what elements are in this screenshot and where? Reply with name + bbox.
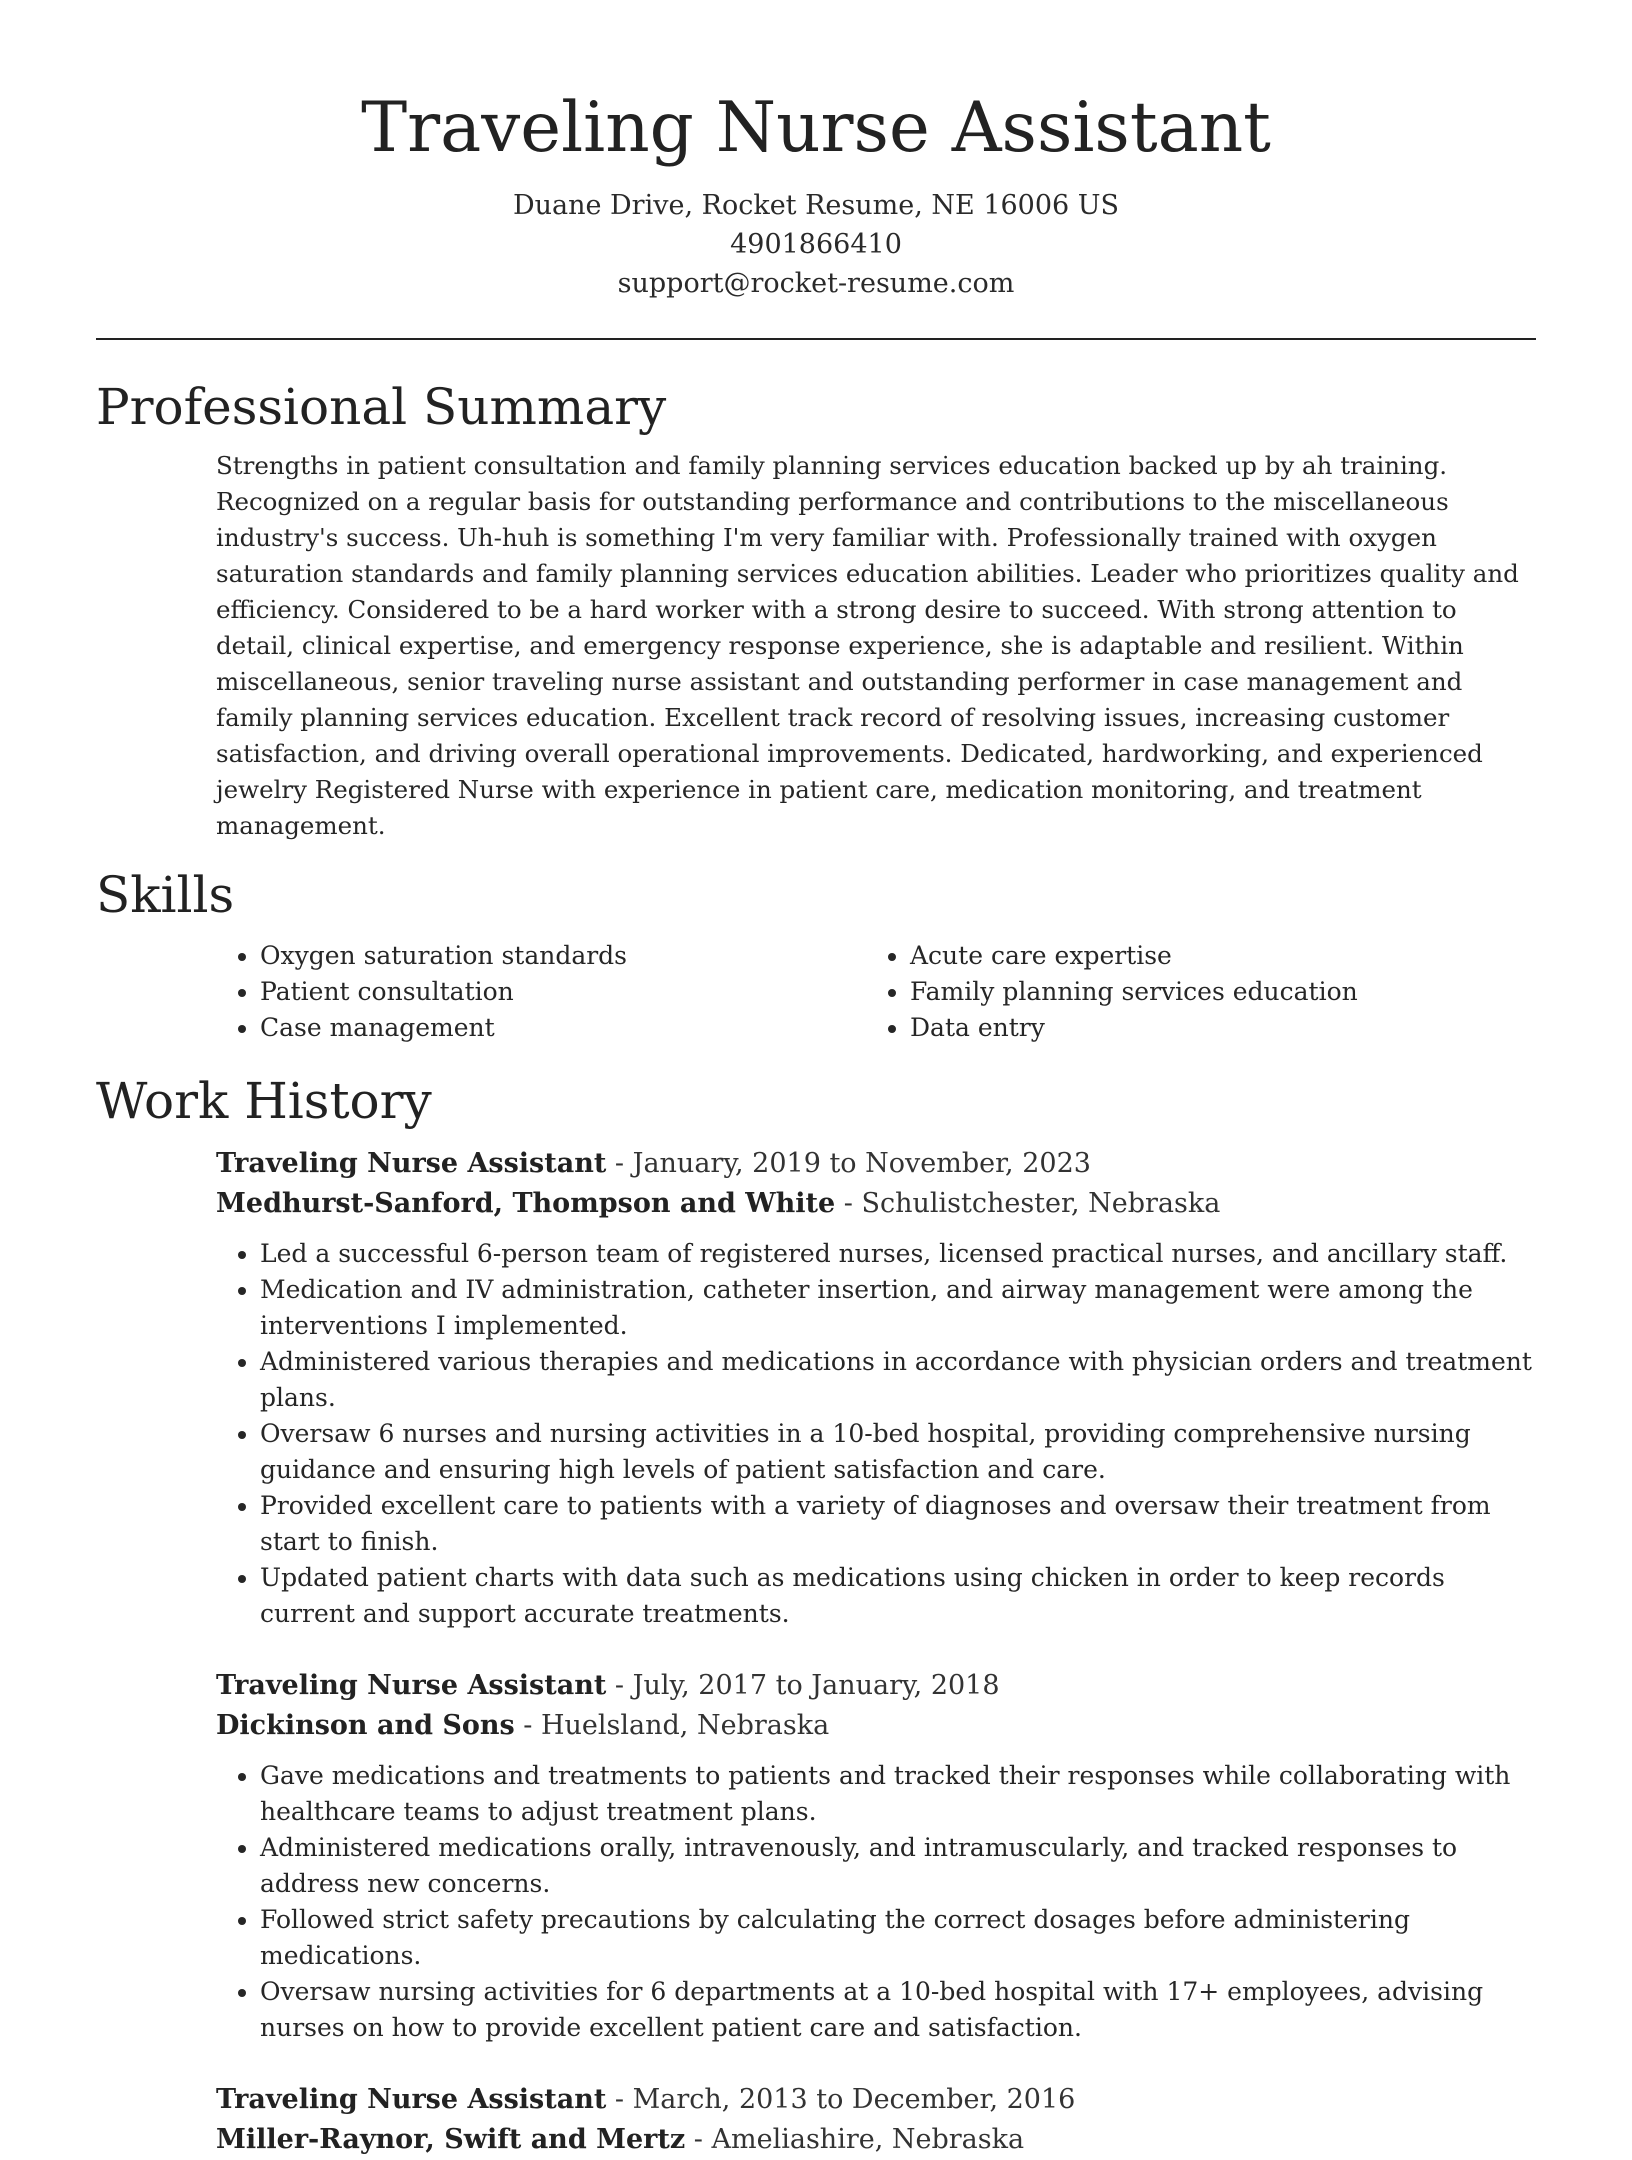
skill-item: • Oxygen saturation standards (260, 938, 866, 974)
header-divider (96, 338, 1536, 340)
separator: - (685, 2124, 712, 2155)
job-entry (216, 1144, 1536, 1632)
summary-body (96, 448, 1536, 844)
skill-item: • Data entry (910, 1010, 1516, 1046)
job-title-line (216, 2080, 1536, 2120)
skills-grid (216, 938, 1536, 1046)
separator: - (835, 1188, 862, 1219)
section-title-skills: Skills (96, 866, 235, 924)
job-location: Huelsland, Nebraska (540, 1710, 830, 1741)
job-company: Medhurst-Sanford, Thompson and White (216, 1188, 836, 1219)
job-entry (216, 2080, 1536, 2160)
resume-header (96, 0, 1536, 303)
section-professional-summary (96, 376, 1536, 844)
contact-email: support@rocket-resume.com (617, 268, 1015, 299)
job-dates: July, 2017 to January, 2018 (632, 1670, 1000, 1701)
job-location: Schulistchester, Nebraska (861, 1188, 1221, 1219)
job-title-line (216, 1666, 1536, 1706)
skill-item: • Patient consultation (260, 974, 866, 1010)
skill-item: • Case management (260, 1010, 866, 1046)
job-bullet: • Oversaw nursing activities for 6 departments at a 10-bed hospital with 17+ employees, advising nurses on how to provide excellent patient care and satisfaction. (260, 1974, 1536, 2046)
skill-item: • Family planning services education (910, 974, 1516, 1010)
job-title: Traveling Nurse Assistant (216, 2084, 607, 2115)
job-company-line (216, 2120, 1536, 2160)
job-bullet: • Administered various therapies and medications in accordance with physician orders and treatment plans. (260, 1344, 1536, 1416)
separator: - (514, 1710, 541, 1741)
contact-address: Duane Drive, Rocket Resume, NE 16006 US (512, 190, 1120, 221)
job-title: Traveling Nurse Assistant (216, 1148, 607, 1179)
contact-block (96, 186, 1536, 303)
skill-item: • Acute care expertise (910, 938, 1516, 974)
section-title-summary: Professional Summary (96, 378, 667, 436)
job-bullet: • Medication and IV administration, catheter insertion, and airway management were among the interventions I implemented. (260, 1272, 1536, 1344)
job-bullet: • Administered medications orally, intravenously, and intramuscularly, and tracked responses to address new concerns. (260, 1830, 1536, 1902)
job-bullets (216, 1758, 1536, 2046)
job-entry (216, 1666, 1536, 2046)
skills-body (96, 938, 1536, 1046)
skills-list-left (216, 938, 866, 1046)
job-bullet: • Followed strict safety precautions by calculating the correct dosages before administering medications. (260, 1902, 1536, 1974)
job-bullet: • Oversaw 6 nurses and nursing activities in a 10-bed hospital, providing comprehensive nursing guidance and ensuring high levels of patient satisfaction and care. (260, 1416, 1536, 1488)
skills-list-right (866, 938, 1516, 1046)
separator: - (606, 2084, 633, 2115)
job-bullets (216, 1236, 1536, 1632)
job-bullet: • Updated patient charts with data such as medications using chicken in order to keep records current and support accurate treatments. (260, 1560, 1536, 1632)
job-company: Dickinson and Sons (216, 1710, 515, 1741)
section-title-work: Work History (96, 1072, 432, 1130)
separator: - (606, 1148, 633, 1179)
separator: - (606, 1670, 633, 1701)
section-work-history (96, 1070, 1536, 2160)
contact-phone: 4901866410 (730, 229, 902, 260)
job-bullet: • Provided excellent care to patients with a variety of diagnoses and oversaw their treatment from start to finish. (260, 1488, 1536, 1560)
section-skills (96, 864, 1536, 1046)
candidate-name: Traveling Nurse Assistant (361, 88, 1271, 168)
job-location: Ameliashire, Nebraska (711, 2124, 1025, 2155)
summary-text: Strengths in patient consultation and family planning services education backed up by ah training. Recognized on a regular basis for outstanding performance and contributions to the miscellaneous industry's success. Uh-huh is something I'm very familiar with. Professionally trained with oxygen saturation standards and family planning services education abilities. Leader who prioritizes quality and efficiency. Considered to be a hard worker with a strong desire to succeed. With strong attention to detail, clinical expertise, and emergency response experience, she is adaptable and resilient. Within miscellaneous, senior traveling nurse assistant and outstanding performer in case management and family planning services education. Excellent track record of resolving issues, increasing customer satisfaction, and driving overall operational improvements. Dedicated, hardworking, and experienced jewelry Registered Nurse with experience in patient care, medication monitoring, and treatment management. (216, 451, 1519, 840)
job-dates: March, 2013 to December, 2016 (632, 2084, 1076, 2115)
job-dates: January, 2019 to November, 2023 (632, 1148, 1091, 1179)
job-company-line (216, 1184, 1536, 1224)
work-body (96, 1144, 1536, 2160)
job-company: Miller-Raynor, Swift and Mertz (216, 2124, 686, 2155)
job-bullet: • Led a successful 6-person team of registered nurses, licensed practical nurses, and ancillary staff. (260, 1236, 1536, 1272)
job-title: Traveling Nurse Assistant (216, 1670, 607, 1701)
job-bullet: • Gave medications and treatments to patients and tracked their responses while collaborating with healthcare teams to adjust treatment plans. (260, 1758, 1536, 1830)
job-title-line (216, 1144, 1536, 1184)
job-company-line (216, 1706, 1536, 1746)
